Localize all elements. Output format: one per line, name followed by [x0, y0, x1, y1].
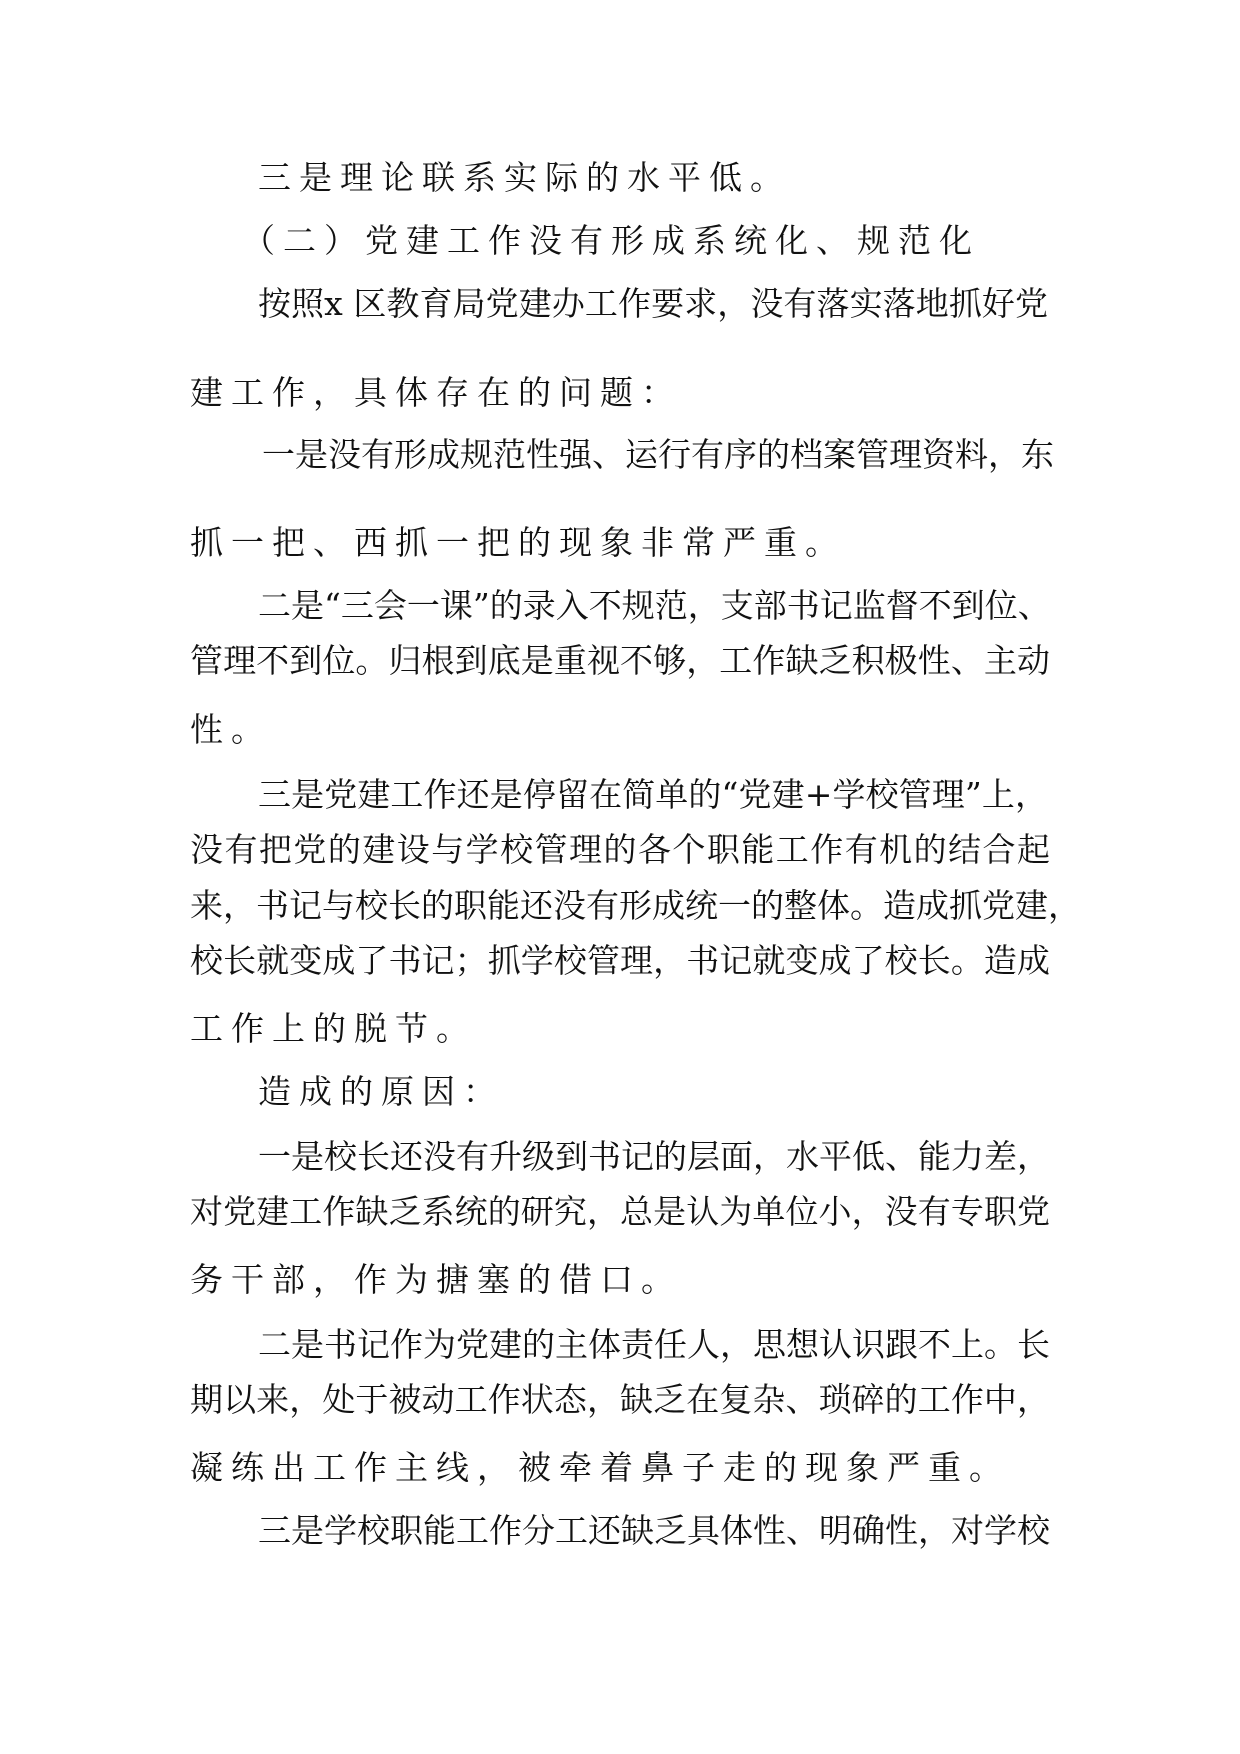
- paragraph-line: 建工作，具体存在的问题：: [190, 373, 682, 412]
- paragraph-line: 一是校长还没有升级到书记的层面，水平低、能力差，: [258, 1137, 1050, 1176]
- paragraph-line: 三是理论联系实际的水平低。: [258, 158, 791, 197]
- paragraph-line: 凝练出工作主线，被牵着鼻子走的现象严重。: [190, 1448, 1010, 1487]
- paragraph-line: 务干部，作为搪塞的借口。: [190, 1260, 682, 1299]
- paragraph-line: 期以来，处于被动工作状态，缺乏在复杂、琐碎的工作中，: [190, 1380, 1050, 1419]
- section-heading: （二）党建工作没有形成系统化、规范化: [242, 221, 980, 260]
- paragraph-line: 二是书记作为党建的主体责任人，思想认识跟不上。长: [258, 1325, 1050, 1364]
- paragraph-line: 对党建工作缺乏系统的研究，总是认为单位小，没有专职党: [190, 1192, 1050, 1231]
- paragraph-line: 管理不到位。归根到底是重视不够，工作缺乏积极性、主动: [190, 641, 1050, 680]
- paragraph-line: 性。: [190, 710, 272, 749]
- paragraph-line: 工作上的脱节。: [190, 1009, 477, 1048]
- paragraph-line: 三是学校职能工作分工还缺乏具体性、明确性，对学校: [258, 1511, 1050, 1550]
- paragraph-line: 三是党建工作还是停留在简单的“党建+学校管理”上，: [258, 775, 1048, 814]
- paragraph-line: 校长就变成了书记；抓学校管理，书记就变成了校长。造成: [190, 941, 1050, 980]
- paragraph-line: 造成的原因：: [258, 1072, 504, 1111]
- paragraph-line: 抓一把、西抓一把的现象非常严重。: [190, 523, 846, 562]
- paragraph-line: 没有把党的建设与学校管理的各个职能工作有机的结合起: [190, 830, 1050, 869]
- paragraph-line: 一是没有形成规范性强、运行有序的档案管理资料，东: [262, 435, 1054, 474]
- paragraph-line: 来，书记与校长的职能还没有形成统一的整体。造成抓党建，: [190, 886, 1081, 925]
- paragraph-line: 二是“三会一课”的录入不规范，支部书记监督不到位、: [258, 586, 1051, 625]
- paragraph-line: 按照x 区教育局党建办工作要求，没有落实落地抓好党: [258, 284, 1048, 323]
